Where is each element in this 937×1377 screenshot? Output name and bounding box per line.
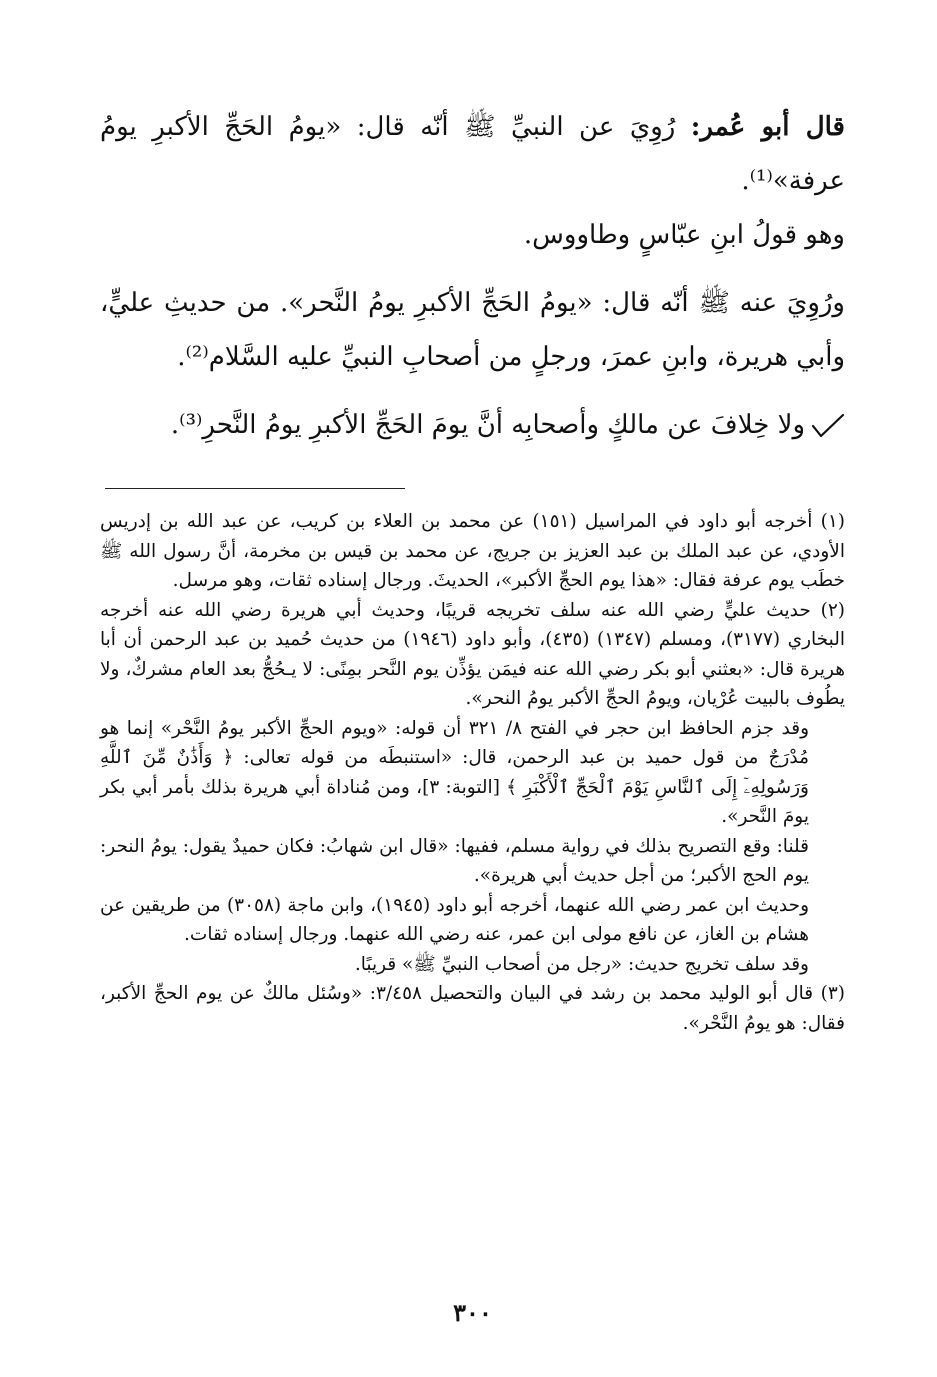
footnote-2-paragraph-d: وحديث ابن عمر رضي الله عنهما، أخرجه أبو داود (١٩٤٥)، وابن ماجة (٣٠٥٨) من طريقين عن هشام بن الغاز، عن نافع مولى ابن عمر، عنه رضي الله عنهما. ورجال إسناده ثقات. (100, 894, 809, 945)
book-page (100, 100, 845, 1340)
lead-in-speaker: قال أبو عُمر: (690, 112, 845, 142)
paragraph-4-text: ولا خِلافَ عن مالكٍ وأصحابِه أنَّ يومَ الحَجِّ الأكبرِ يومُ النَّحرِ⁽³⁾. (170, 410, 805, 440)
footnote-3: (٣) قال أبو الوليد محمد بن رشد في البيان والتحصيل ٣/٤٥٨: «وسُئل مالكٌ عن يوم الحجِّ الأكبر، فقال: هو يومُ النَّحْر». (100, 983, 845, 1034)
footnote-divider (105, 488, 405, 489)
paragraph-3: ورُوِيَ عنه ﷺ أنّه قال: «يومُ الحَجِّ الأكبرِ يومُ النَّحر». من حديثِ عليٍّ، وأبي هريرة، وابنِ عمرَ، ورجلٍ من أصحابِ النبيِّ عليه السَّلام⁽²⁾. (100, 288, 845, 372)
footnotes (100, 507, 845, 1038)
footnote-2: (٢) حديث عليٍّ رضي الله عنه سلف تخريجه قريبًا، وحديث أبي هريرة رضي الله عنه أخرجه البخاري (٣١٧٧)، ومسلم (١٣٤٧) (٤٣٥)، وأبو داود (١٩٤٦) من حديث حُميد بن عبد الرحمن أن أبا هريرة قال: «بعثني أبو بكر رضي الله عنه فيمَن يؤذِّن يوم النَّحر بمِنًى: لا يـحُجُّ بعد العام مشركٌ، ولا يطُوف بالبيت عُرْيان، ويومُ الحجِّ الأكبر يومُ النحر». (100, 599, 845, 709)
footnote-2-paragraph-b: وقد جزم الحافظ ابن حجر في الفتح ٨/ ٣٢١ أن قوله: «ويوم الحجِّ الأكبر يومُ النَّحْر» إنما هو مُدْرَجٌ من قول حميد بن عبد الرحمن، قال: «استنبطَه من قوله تعالى: ﴿ وَأَذَٰنٌ مِّنَ ٱللَّهِ وَرَسُولِهِۦٓ إِلَى ٱلنَّاسِ يَوْمَ ٱلْحَجِّ ٱلْأَكْبَرِ ﴾ [التوبة: ٣]، ومن مُناداة أبي هريرة بذلك بأمر أبي بكر يومَ النَّحر». (100, 717, 809, 827)
paragraph-2: وهو قولُ ابنِ عبّاسٍ وطاووس. (523, 220, 845, 250)
footnote-1: (١) أخرجه أبو داود في المراسيل (١٥١) عن محمد بن العلاء بن كريب، عن عبد الله بن إدريس الأودي، عن عبد الملك بن عبد العزيز بن جريج، عن محمد بن قيس بن مخرمة، أنَّ رسول الله ﷺ خطَب يوم عرفة فقال: «هذا يوم الحجِّ الأكبر»، الحديثَ. ورجال إسناده ثقات، وهو مرسل. (100, 511, 845, 591)
paragraph-4 (100, 398, 845, 452)
paragraph-1-text: رُوِيَ عن النبيِّ ﷺ أنّه قال: «يومُ الحَجِّ الأكبرِ يومُ عرفة»⁽¹⁾. (100, 112, 845, 196)
footnote-2-paragraph-e: وقد سلف تخريج حديث: «رجل من أصحاب النبيِّ ﷺ» قريبًا. (354, 953, 809, 975)
main-text (100, 100, 845, 452)
page-number: ٣٠٠ (453, 1298, 492, 1327)
footnote-2-paragraph-c: قلنا: وقع التصريح بذلك في رواية مسلم، ففيها: «قال ابن شهابُ: فكان حميدٌ يقول: يومُ النحر: يوم الحج الأكبر؛ من أجل حديث أبي هريرة». (100, 835, 809, 886)
check-mark-icon (811, 413, 845, 439)
paragraph-1 (100, 100, 845, 208)
